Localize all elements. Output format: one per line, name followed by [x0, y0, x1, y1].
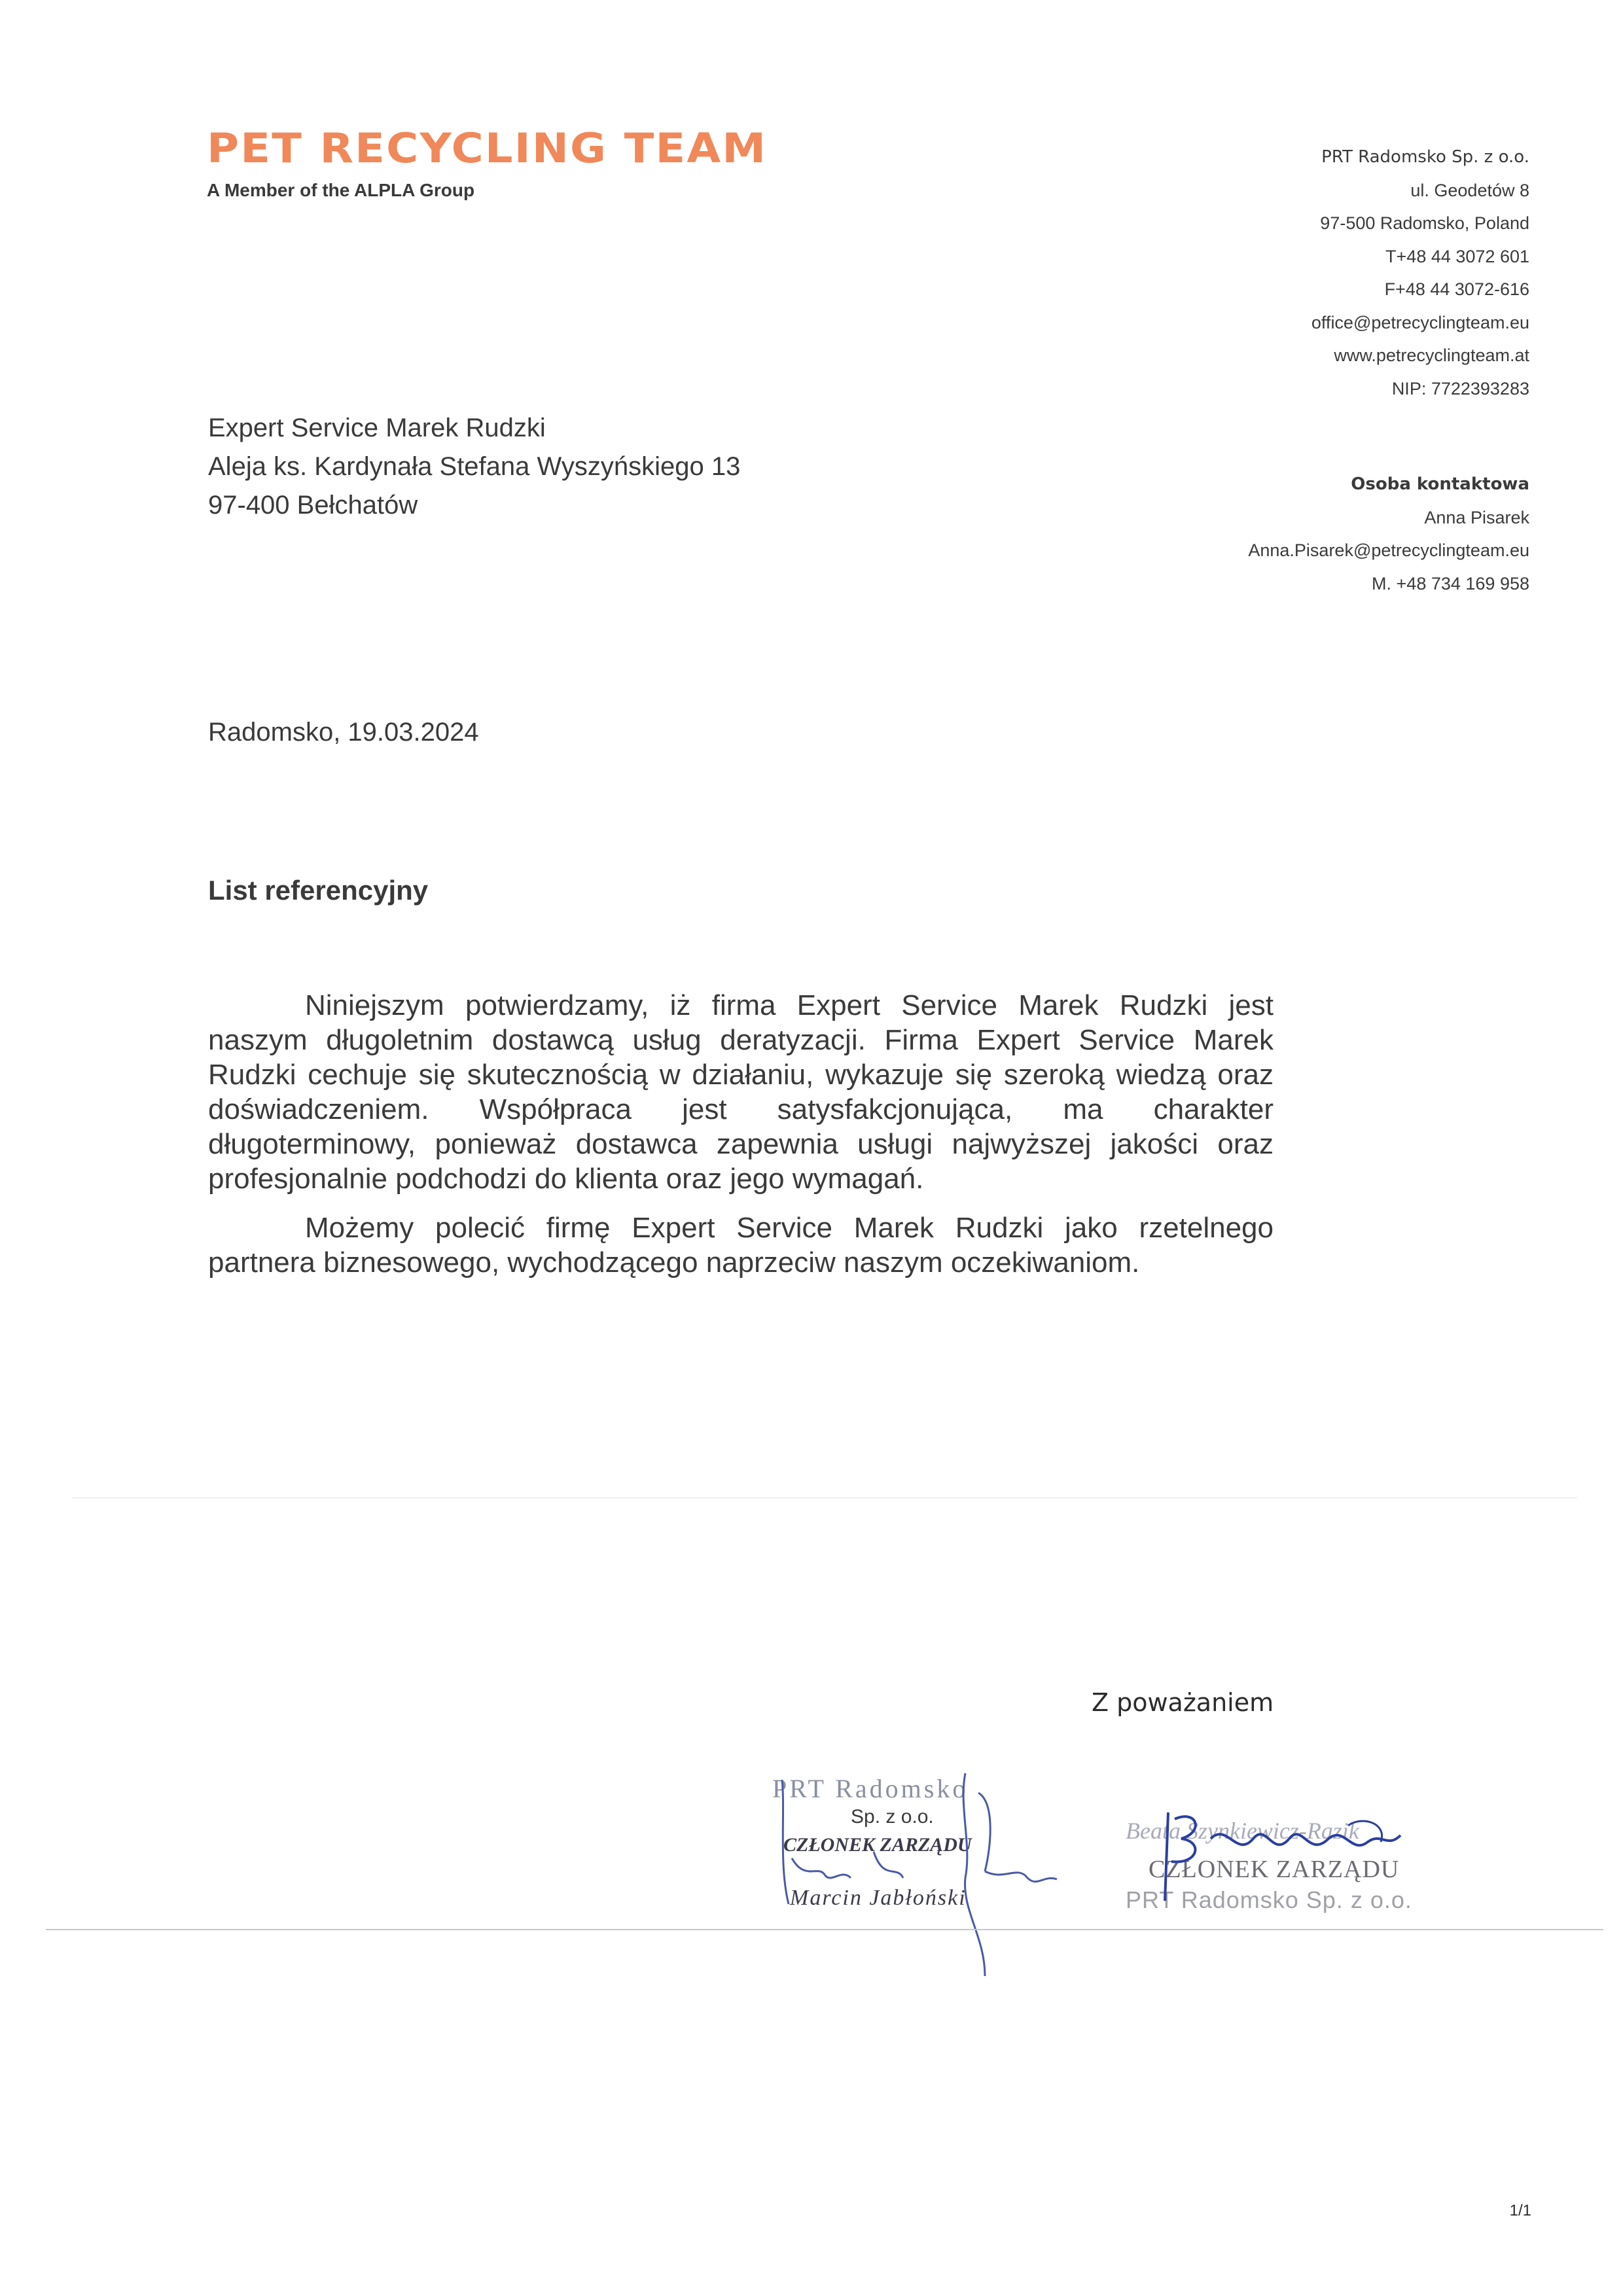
stamp2-company: PRT Radomsko Sp. z o.o.	[1126, 1886, 1412, 1913]
logo-subtitle: A Member of the ALPLA Group	[207, 180, 475, 200]
company-street: ul. Geodetów 8	[1410, 180, 1529, 200]
recipient-address	[208, 409, 740, 525]
body-paragraph-1: Niniejszym potwierdzamy, iż firma Expert Service Marek Rudzki jest naszym długoletnim dostawcą usług deratyzacji. Firma Expert Service Marek Rudzki cechuje się skutecznością w działaniu, wykazuje się szeroką wiedzą oraz doświadczeniem. Współpraca jest satysfakcjonująca, ma charakter długoterminowy, ponieważ dostawca zapewnia usługi najwyższej jakości oraz profesjonalnie podchodzi do klienta oraz jego wymagań.	[208, 989, 1274, 1195]
company-name: PRT Radomsko Sp. z o.o.	[1321, 147, 1529, 167]
scan-divider-faint	[72, 1497, 1577, 1498]
page-number: 1/1	[1509, 2202, 1531, 2219]
letter-body	[208, 988, 1274, 1280]
stamp-marcin-jablonski	[769, 1767, 1083, 1937]
company-email: office@petrecyclingteam.eu	[1311, 312, 1529, 332]
stamp1-company: PRT Radomsko	[772, 1774, 969, 1803]
letter-subject: List referencyjny	[208, 875, 429, 906]
company-phone: T+48 44 3072 601	[1385, 246, 1529, 266]
company-logo: PET RECYCLING TEAM	[207, 124, 768, 172]
closing-salutation: Z poważaniem	[1092, 1688, 1274, 1717]
body-paragraph-2: Możemy polecić firmę Expert Service Marek Rudzki jako rzetelnego partnera biznesowego, wychodzącego naprzeciw naszym oczekiwaniom.	[208, 1212, 1274, 1279]
company-city: 97-500 Radomsko, Poland	[1320, 213, 1529, 233]
contact-title: Osoba kontaktowa	[1351, 474, 1529, 494]
recipient-street: Aleja ks. Kardynała Stefana Wyszyńskiego 13	[208, 452, 741, 481]
company-details	[1311, 141, 1529, 405]
signature-divider	[46, 1929, 1603, 1930]
stamp1-person: Marcin Jabłoński	[790, 1886, 967, 1910]
recipient-name: Expert Service Marek Rudzki	[208, 414, 546, 442]
contact-mobile: M. +48 734 169 958	[1372, 573, 1529, 593]
company-nip: NIP: 7722393283	[1391, 378, 1529, 398]
stamp2-role: CZŁONEK ZARZĄDU	[1149, 1856, 1400, 1883]
contact-email: Anna.Pisarek@petrecyclingteam.eu	[1248, 540, 1529, 560]
signature-1-icon	[769, 1767, 1083, 1976]
stamp1-legal-form: Sp. z o.o.	[851, 1806, 934, 1828]
stamp2-person: Beata Szynkiewicz-Razik	[1126, 1818, 1359, 1844]
company-fax: F+48 44 3072-616	[1384, 279, 1529, 299]
stamp-beata-szynkiewicz-razik	[1113, 1803, 1479, 1940]
signature-2-icon	[1113, 1803, 1479, 1940]
letter-date: Radomsko, 19.03.2024	[208, 718, 479, 747]
recipient-city: 97-400 Bełchatów	[208, 491, 418, 520]
stamp1-role: CZŁONEK ZARZĄDU	[783, 1834, 972, 1856]
contact-details	[1248, 468, 1529, 600]
company-website: www.petrecyclingteam.at	[1334, 345, 1529, 365]
contact-name: Anna Pisarek	[1424, 507, 1529, 527]
